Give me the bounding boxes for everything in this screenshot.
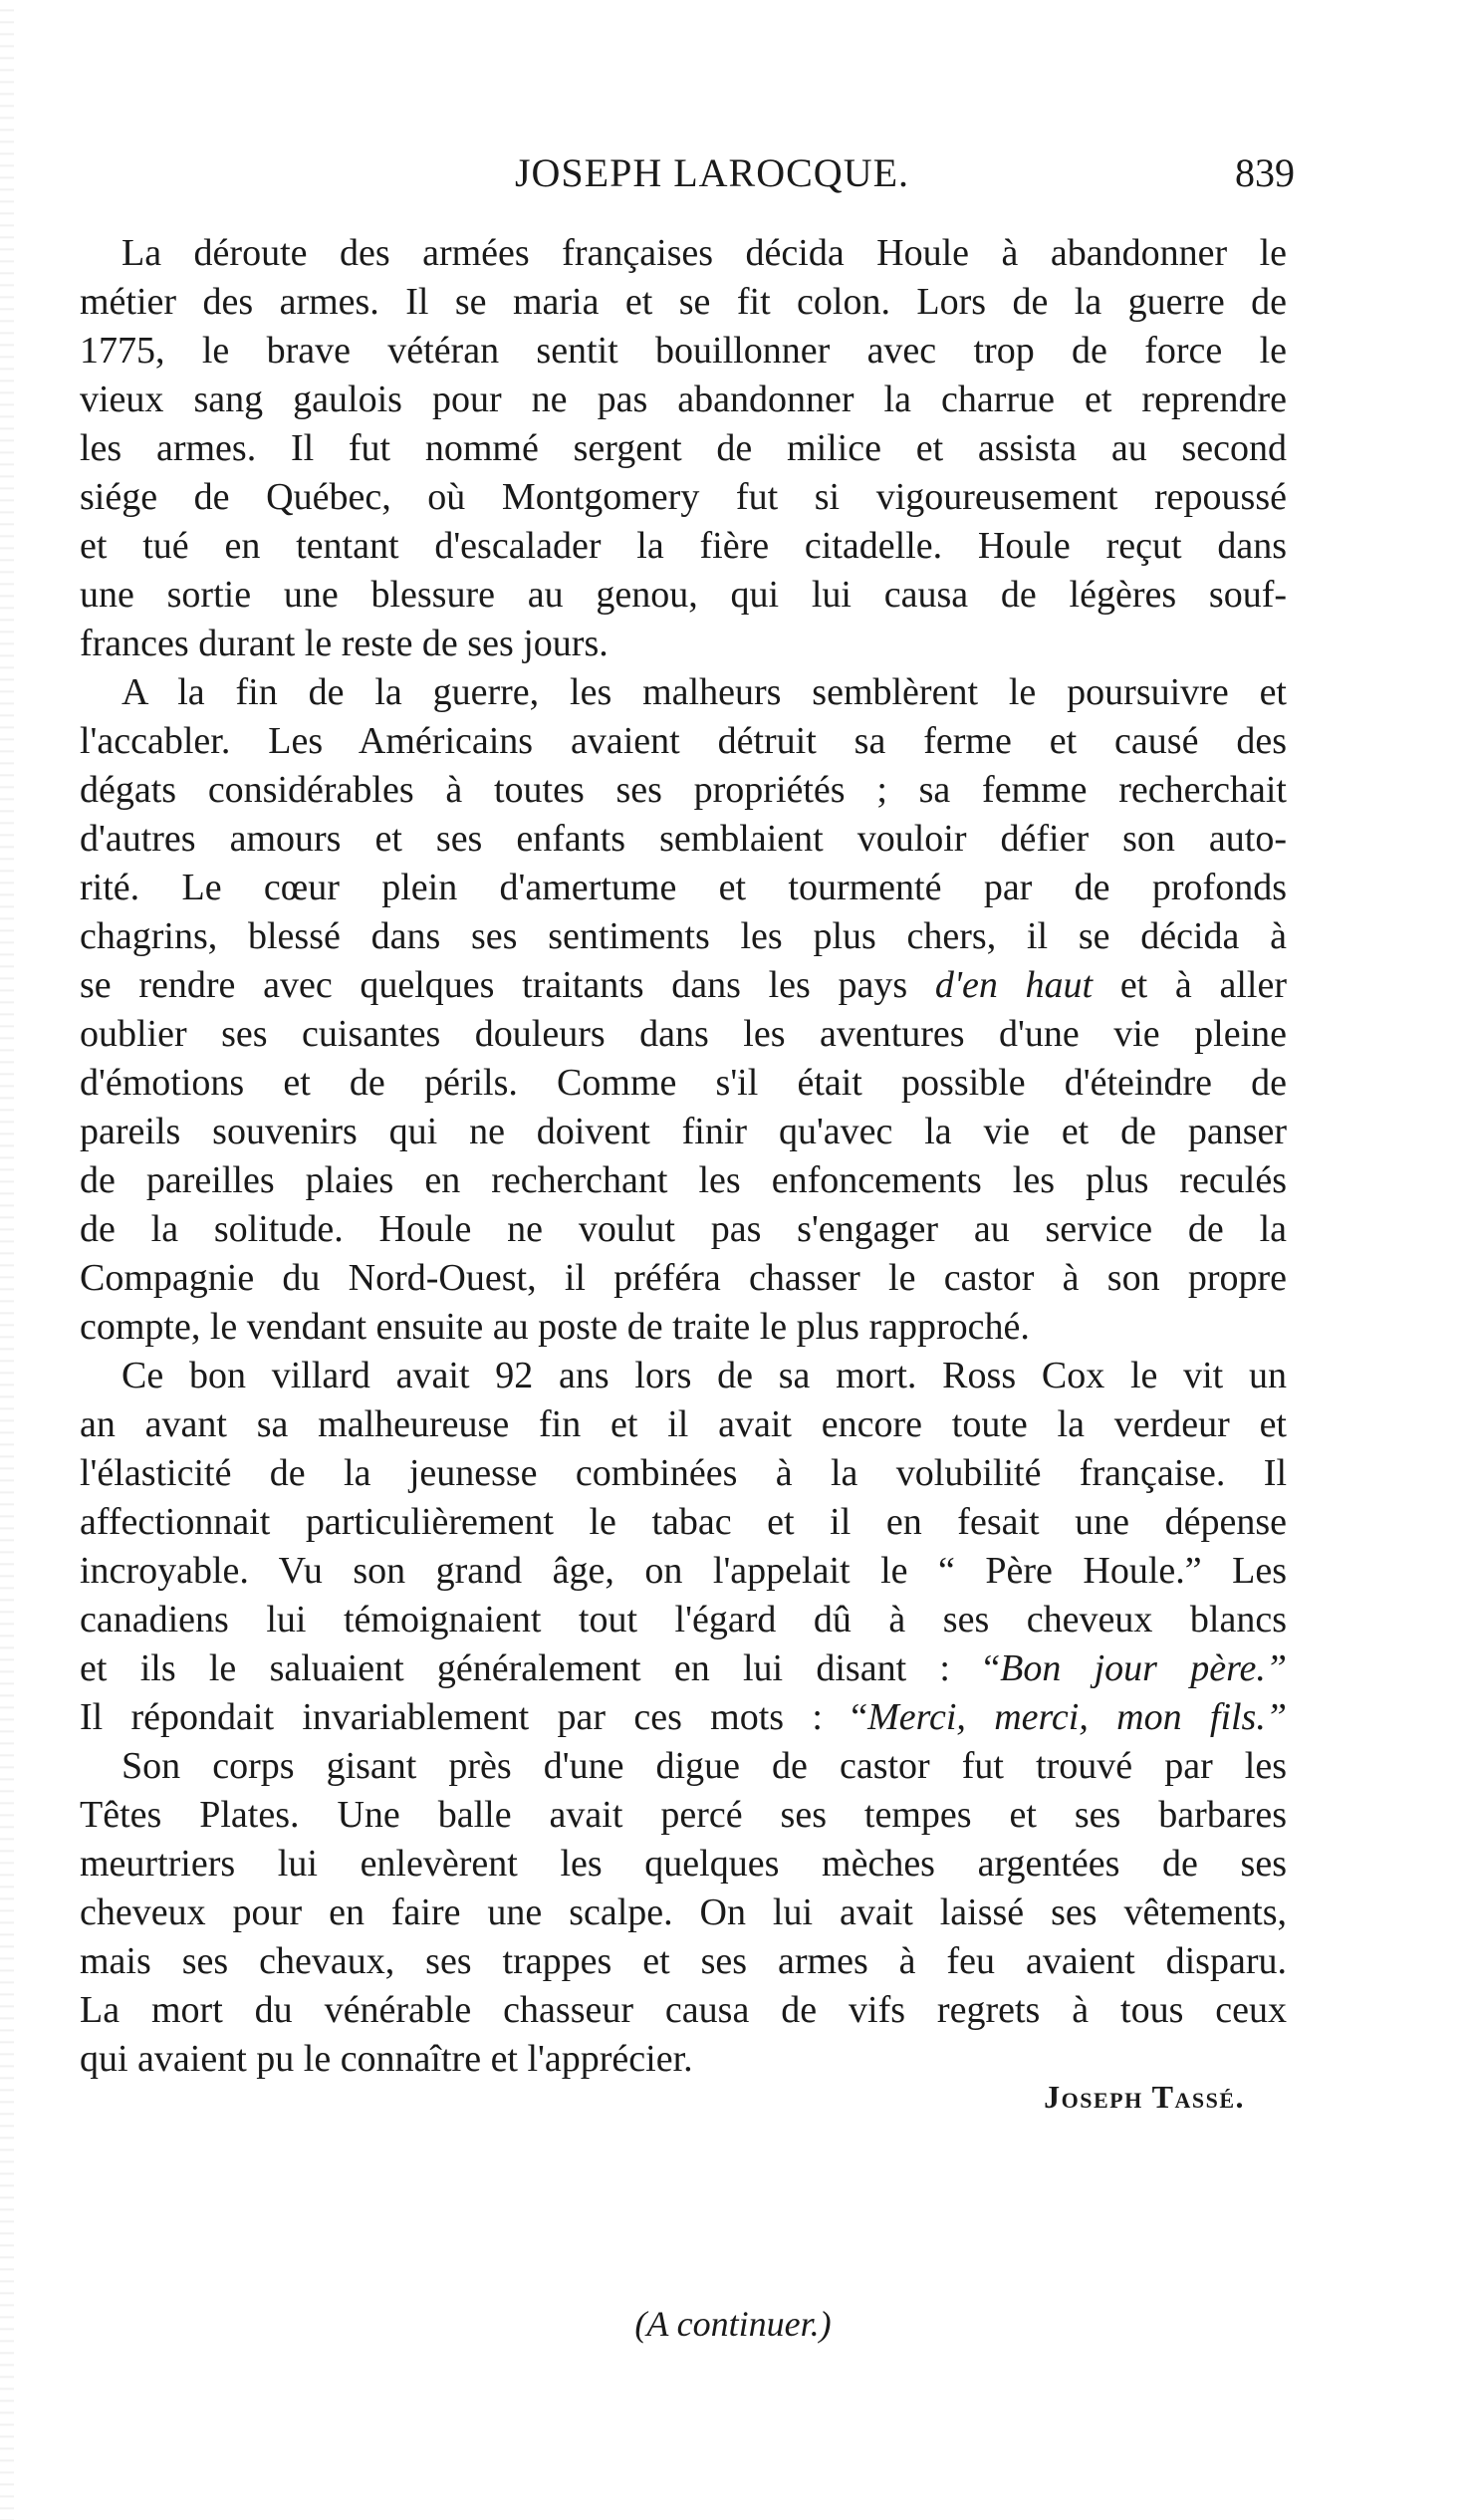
text-line: Son corps gisant près d'une digue de castor fut trouvé par les (122, 1745, 1287, 1787)
text-line: qui avaient pu le connaître et l'apprécier. (80, 2038, 693, 2080)
text-line: an avant sa malheureuse fin et il avait encore toute la verdeur et (80, 1403, 1287, 1445)
text-line-mixed (80, 1644, 1287, 1693)
text-line: La mort du vénérable chasseur causa de vifs regrets à tous ceux (80, 1989, 1287, 2031)
text-line: oublier ses cuisantes douleurs dans les aventures d'une vie pleine (80, 1013, 1287, 1055)
text-line: siége de Québec, où Montgomery fut si vigoureusement repoussé (80, 476, 1287, 518)
text-line: compte, le vendant ensuite au poste de traite le plus rapproché. (80, 1306, 1030, 1348)
text-line-mixed (80, 1693, 1287, 1742)
italic-run: d'en haut (934, 964, 1094, 1006)
text-line: de pareilles plaies en recherchant les enfoncements les plus reculés (80, 1159, 1287, 1201)
text-line: d'émotions et de périls. Comme s'il était possible d'éteindre de (80, 1062, 1287, 1104)
text-line: une sortie une blessure au genou, qui lui causa de légères souf- (80, 574, 1287, 616)
text-line: frances durant le reste de ses jours. (80, 623, 609, 664)
text-line: les armes. Il fut nommé sergent de milice et assista au second (80, 427, 1287, 469)
text-line: canadiens lui témoignaient tout l'égard dû à ses cheveux blancs (80, 1599, 1287, 1640)
continuation-note: (A continuer.) (634, 2304, 832, 2344)
text-run: et ils le saluaient généralement en lui disant : “ (80, 1647, 1001, 1689)
text-line: pareils souvenirs qui ne doivent finir qu'avec la vie et de panser (80, 1111, 1287, 1152)
text-line: l'accabler. Les Américains avaient détruit sa ferme et causé des (80, 720, 1287, 762)
text-line: mais ses chevaux, ses trappes et ses armes à feu avaient disparu. (80, 1940, 1287, 1982)
text-line: affectionnait particulièrement le tabac et il en fesait une dépense (80, 1501, 1287, 1543)
text-line: Têtes Plates. Une balle avait percé ses tempes et ses barbares (80, 1794, 1287, 1836)
running-head (129, 149, 1295, 209)
text-line: La déroute des armées françaises décida Houle à abandonner le (122, 232, 1287, 274)
italic-run: Merci, merci, mon fils.” (867, 1696, 1287, 1738)
italic-run: Bon jour père.” (1000, 1647, 1287, 1689)
author-signature: Joseph Tassé. (1044, 2079, 1245, 2115)
text-line: dégats considérables à toutes ses propriétés ; sa femme recherchait (80, 769, 1287, 811)
text-line: 1775, le brave vétéran sentit bouillonner avec trop de force le (80, 330, 1287, 372)
text-line: d'autres amours et ses enfants semblaient vouloir défier son auto- (80, 818, 1287, 860)
text-run: et à aller (1119, 964, 1287, 1006)
page-edge (0, 0, 14, 2520)
text-run: se rendre avec quelques traitants dans les pays (80, 964, 908, 1006)
text-line: métier des armes. Il se maria et se fit colon. Lors de la guerre de (80, 281, 1287, 323)
text-line: vieux sang gaulois pour ne pas abandonner la charrue et reprendre (80, 378, 1287, 420)
text-line-mixed (80, 961, 1287, 1010)
text-line: incroyable. Vu son grand âge, on l'appelait le “ Père Houle.” Les (80, 1550, 1287, 1592)
text-line: A la fin de la guerre, les malheurs semblèrent le poursuivre et (122, 671, 1287, 713)
running-title: JOSEPH LAROCQUE. (514, 150, 910, 195)
body-text (80, 229, 1287, 2084)
text-run: Il répondait invariablement par ces mots : “ (80, 1696, 868, 1738)
page-number: 839 (1235, 150, 1295, 195)
text-line: et tué en tentant d'escalader la fière citadelle. Houle reçut dans (80, 525, 1287, 567)
text-line: rité. Le cœur plein d'amertume et tourmenté par de profonds (80, 867, 1287, 908)
text-line: Ce bon villard avait 92 ans lors de sa mort. Ross Cox le vit un (122, 1355, 1287, 1396)
text-line: de la solitude. Houle ne voulut pas s'engager au service de la (80, 1208, 1287, 1250)
text-line: Compagnie du Nord-Ouest, il préféra chasser le castor à son propre (80, 1257, 1287, 1299)
text-line: meurtriers lui enlevèrent les quelques mèches argentées de ses (80, 1843, 1287, 1885)
text-line: cheveux pour en faire une scalpe. On lui avait laissé ses vêtements, (80, 1891, 1287, 1933)
text-line: chagrins, blessé dans ses sentiments les plus chers, il se décida à (80, 915, 1287, 957)
text-line: l'élasticité de la jeunesse combinées à la volubilité française. Il (80, 1452, 1287, 1494)
